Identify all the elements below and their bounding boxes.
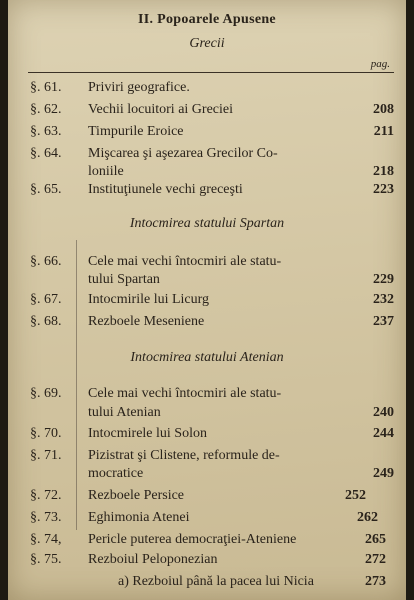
toc-subentry [8,574,406,596]
entry-title: a) Rezboiul până la pacea lui Nicia [118,574,314,589]
chapter-heading: II. Popoarele Apusene [138,12,276,27]
header-rule [28,72,394,73]
entry-title: Cele mai vechi întocmiri ale statu- [88,386,282,401]
entry-page: 249 [373,466,394,481]
entry-title: Intocmirile lui Licurg [88,292,210,307]
entry-page: 232 [373,292,394,307]
entry-page: 237 [373,314,394,329]
section-number: §. 64. [30,146,62,161]
toc-entry [8,552,406,574]
entry-title: Rezboiul Peloponezian [88,552,218,567]
section-number: §. 62. [30,102,62,117]
section-number: §. 75. [30,552,62,567]
entry-title-continued: tului Spartan [88,272,160,287]
entry-title: Instituţiunele vechi greceşti [88,182,243,197]
toc-entry-continued [8,405,406,427]
toc-entry [8,532,406,554]
book-page [8,0,406,600]
toc-entry [8,80,406,102]
section-number: §. 68. [30,314,62,329]
toc-entry [8,182,406,204]
entry-title: Priviri geografice. [88,80,190,95]
entry-title: Timpurile Eroice [88,124,184,139]
page-column-label: pag. [370,58,390,70]
toc-entry [8,488,406,510]
entry-title-continued: mocratice [88,466,144,481]
entry-title: Eghimonia Atenei [88,510,190,525]
entry-title: Vechii locuitori ai Greciei [88,102,233,117]
section-number: §. 67. [30,292,62,307]
entry-page: 262 [357,510,378,525]
entry-title: Rezboele Persice [88,488,185,503]
entry-title: Rezboele Meseniene [88,314,205,329]
section-number: §. 66. [30,254,62,269]
toc-entry [8,292,406,314]
entry-page: 240 [373,405,394,420]
toc-entry [8,314,406,336]
entry-page: 252 [345,488,366,503]
entry-title: Pericle puterea democraţiei-Ateniene [88,532,297,547]
entry-title-continued: loniile [88,164,124,179]
toc-entry [8,426,406,448]
section-number: §. 74, [30,532,62,547]
section-number: §. 63. [30,124,62,139]
section-number: §. 72. [30,488,62,503]
entry-page: 265 [365,532,386,547]
toc-entry [8,124,406,146]
section-number: §. 71. [30,448,62,463]
section-heading: Intocmirea statului Spartan [129,216,285,231]
entry-page: 229 [373,272,394,287]
entry-page: 244 [373,426,394,441]
entry-page: 208 [373,102,394,117]
entry-page: 272 [365,552,386,567]
entry-title: Intocmirele lui Solon [88,426,207,441]
section-number: §. 61. [30,80,62,95]
toc-entry-continued [8,466,406,488]
chapter-subheading: Grecii [189,36,225,51]
entry-page: 218 [373,164,394,179]
entry-title-continued: tului Atenian [88,405,161,420]
entry-page: 211 [373,124,394,139]
toc-entry-continued [8,272,406,294]
section-number: §. 69. [30,386,62,401]
toc-entry [8,510,406,532]
section-number: §. 65. [30,182,62,197]
toc-entry [8,102,406,124]
section-number: §. 73. [30,510,62,525]
entry-title: Pizistrat şi Clistene, reformule de- [88,448,280,463]
entry-title: Mişcarea şi aşezarea Grecilor Co- [88,146,278,161]
entry-page: 273 [365,574,386,589]
entry-page: 223 [373,182,394,197]
section-number: §. 70. [30,426,62,441]
section-heading: Intocmirea statului Atenian [130,350,284,365]
entry-title: Cele mai vechi întocmiri ale statu- [88,254,282,269]
